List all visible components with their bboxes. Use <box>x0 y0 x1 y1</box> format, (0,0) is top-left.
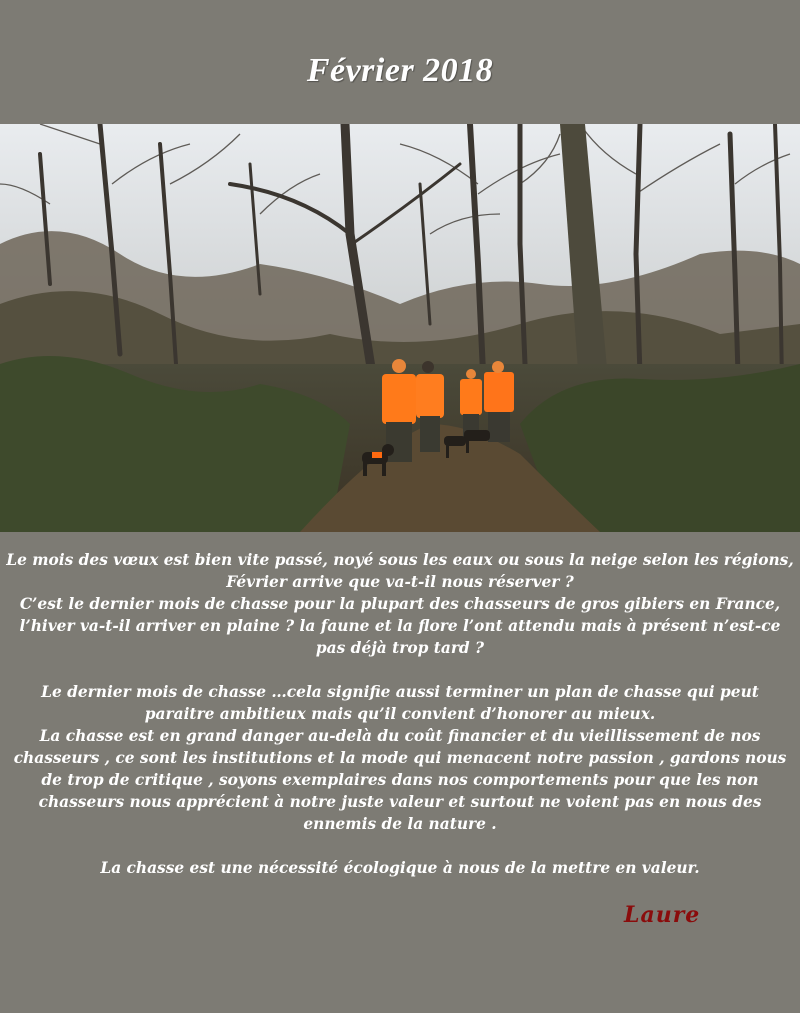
forest-hunters-photo <box>0 124 800 532</box>
paragraph-intro: Le mois des vœux est bien vite passé, noyé sous les eaux ou sous la neige selon les régions, Février arrive que va-t-il nous réserver ? <box>6 551 794 591</box>
page-title: Février 2018 <box>306 52 494 89</box>
signature: Laure <box>624 902 701 928</box>
letter-body <box>4 549 796 879</box>
paragraph-danger: La chasse est en grand danger au-delà du coût financier et du vieillissement de nos chasseurs , ce sont les institutions et la mode qui menacent notre passion , gardons nous de trop de critique , soyons exemplaires dans nos comportements pour que les non chasseurs nous apprécient à notre juste valeur et surtout ne voient pas en nous des ennemis de la nature . <box>13 727 787 833</box>
paragraph-last-month: C’est le dernier mois de chasse pour la plupart des chasseurs de gros gibiers en France, l’hiver va-t-il arriver en plaine ? la faune et la flore l’ont attendu mais à présent n’est-ce pas déjà trop tard ? <box>19 595 781 657</box>
paragraph-conclusion: La chasse est une nécessité écologique à nous de la mettre en valeur. <box>100 859 700 877</box>
paragraph-hunting-plan: Le dernier mois de chasse …cela signifie aussi terminer un plan de chasse qui peut paraitre ambitieux mais qu’il convient d’honorer au mieux. <box>41 683 759 723</box>
